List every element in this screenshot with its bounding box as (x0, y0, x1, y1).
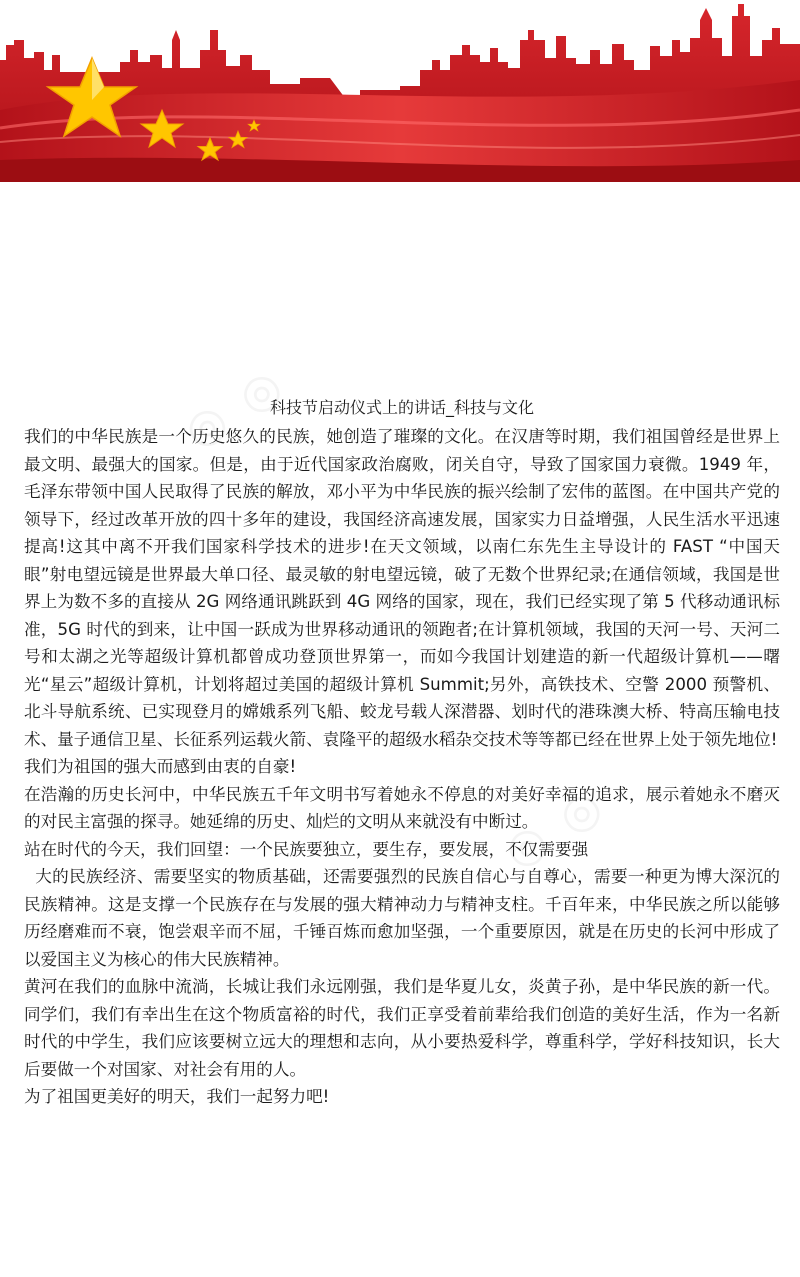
paragraph-3: 在浩瀚的历史长河中，中华民族五千年文明书写着她永不停息的对美好幸福的追求，展示着她永不磨灭的对民主富强的探寻。她延绵的历史、灿烂的文明从来就没有中断过。 (24, 784, 780, 831)
paragraph-5: 大的民族经济、需要坚实的物质基础，还需要强烈的民族自信心与自尊心，需要一种更为博大深沉的民族精神。这是支撑一个民族存在与发展的强大精神动力与精神支柱。千百年来，中华民族之所以能够历经磨难而不衰，饱尝艰辛而不屈，千锤百炼而愈加坚强，一个重要原因，就是在历史的长河中形成了以爱国主义为核心的伟大民族精神。 (24, 867, 780, 969)
document-title: 科技节启动仪式上的讲话_科技与文化 (269, 398, 534, 417)
paragraph-1: 我们的中华民族是一个历史悠久的民族，她创造了璀璨的文化。在汉唐等时期，我们祖国曾经是世界上最文明、最强大的国家。但是，由于近代国家政治腐败，闭关自守，导致了国家国力衰微。1949 年，毛泽东带领中国人民取得了民族的解放，邓小平为中华民族的振兴绘制了宏伟的蓝图。在中国共产党的领导下，经过改革开放的四十多年的建设，我国经济高速发展，国家实力日益增强，人民生活水平迅速提高!这其中离不开我们国家科学技术的进步!在天文领域，以南仁东先生主导设计的 FAST “中国天眼”射电望远镜是世界最大单口径、最灵敏的射电望远镜，破了无数个世界纪录;在通信领域，我国是世界上为数不多的直接从 2G 网络通讯跳跃到 4G 网络的国家，现在，我们已经实现了第 5 代移动通讯标准，5G 时代的到来，让中国一跃成为世界移动通讯的领跑者;在计算机领域，我国的天河一号、天河二号和太湖之光等超级计算机都曾成功登顶世界第一，而如今我国计划建造的新一代超级计算机——曙光“星云”超级计算机，计划将超过美国的超级计算机 Summit;另外，高铁技术、空警 2000 预警机、北斗导航系统、已实现登月的嫦娥系列飞船、蛟龙号载人深潜器、划时代的港珠澳大桥、特高压输电技术、量子通信卫星、长征系列运载火箭、袁隆平的超级水稻杂交技术等等都已经在世界上处于领先地位! (24, 427, 780, 749)
skyline-banner-graphic (0, 0, 800, 185)
paragraph-6: 黄河在我们的血脉中流淌，长城让我们永远刚强，我们是华夏儿女，炎黄子孙，是中华民族的新一代。同学们，我们有幸出生在这个物质富裕的时代，我们正享受着前辈给我们创造的美好生活，作为一名新时代的中学生，我们应该要树立远大的理想和志向，从小要热爱科学，尊重科学，学好科技知识，长大后要做一个对国家、对社会有用的人。 (24, 977, 780, 1079)
paragraph-4: 站在时代的今天，我们回望：一个民族要独立，要生存，要发展，不仅需要强 (24, 839, 589, 859)
watermark-shape: ◎ ◎ (493, 775, 615, 879)
article (24, 393, 780, 1111)
paragraph-7: 为了祖国更美好的明天，我们一起努力吧! (24, 1087, 330, 1106)
header-banner (0, 0, 800, 185)
paragraph-2: 我们为祖国的强大而感到由衷的自豪! (24, 757, 297, 776)
watermark-shape: ◎ ◎ (173, 355, 295, 459)
